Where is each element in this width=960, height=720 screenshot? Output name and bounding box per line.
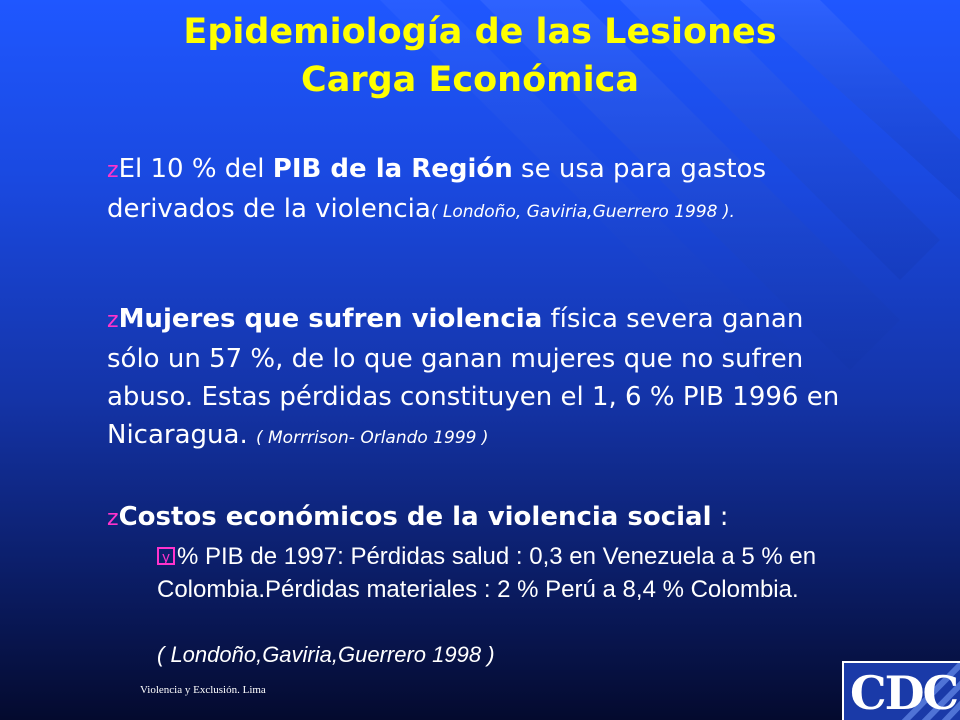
slide-title-line-1: Epidemiología de las Lesiones [183, 12, 777, 52]
cdc-logo-text: CDC [850, 666, 958, 720]
sub-bullet-text: % PIB de 1997: Pérdidas salud : 0,3 en Venezuela a 5 % en Colombia.Pérdidas materiales : 2 % Perú a 8,4 % Colombia. [157, 543, 817, 603]
bullet-text: se usa para gastos derivados de la violencia [107, 154, 767, 224]
bullet-citation: ( Londoño, Gaviria,Guerrero 1998 ). [430, 202, 735, 222]
bullet-bold-text: Costos económicos de la violencia social [118, 502, 712, 532]
bullet-text: El 10 % del [118, 154, 273, 184]
bullet-marker-icon: z [107, 158, 119, 183]
slide-title-line-2: Carga Económica [301, 60, 639, 100]
sub-bullet-marker-icon: y [157, 547, 175, 565]
bullet-bold-text: PIB de la Región [272, 154, 513, 184]
footer-text: Violencia y Exclusión. Lima [140, 684, 266, 696]
bullet-mujeres-violencia [107, 300, 847, 457]
cdc-logo [842, 661, 960, 720]
sub-bullet-pib-1997 [157, 540, 817, 606]
bullet-text: : [711, 502, 729, 532]
bullet-marker-icon: z [107, 308, 119, 333]
bullet-bold-text: Mujeres que sufren violencia [118, 304, 543, 334]
bullet-text: física severa ganan sólo un 57 %, de lo que ganan mujeres que no sufren abuso. Estas pérdidas constituyen el 1, 6 % PIB 1996 en Nicaragua. [107, 304, 840, 450]
bullet-citation: ( Morrrison- Orlando 1999 ) [255, 428, 489, 448]
bullet-pib-region [107, 150, 807, 231]
bullet-marker-icon: z [107, 506, 119, 531]
sub-bullet-citation: ( Londoño,Gaviria,Guerrero 1998 ) [157, 642, 495, 667]
bullet-costos-economicos [107, 498, 847, 538]
